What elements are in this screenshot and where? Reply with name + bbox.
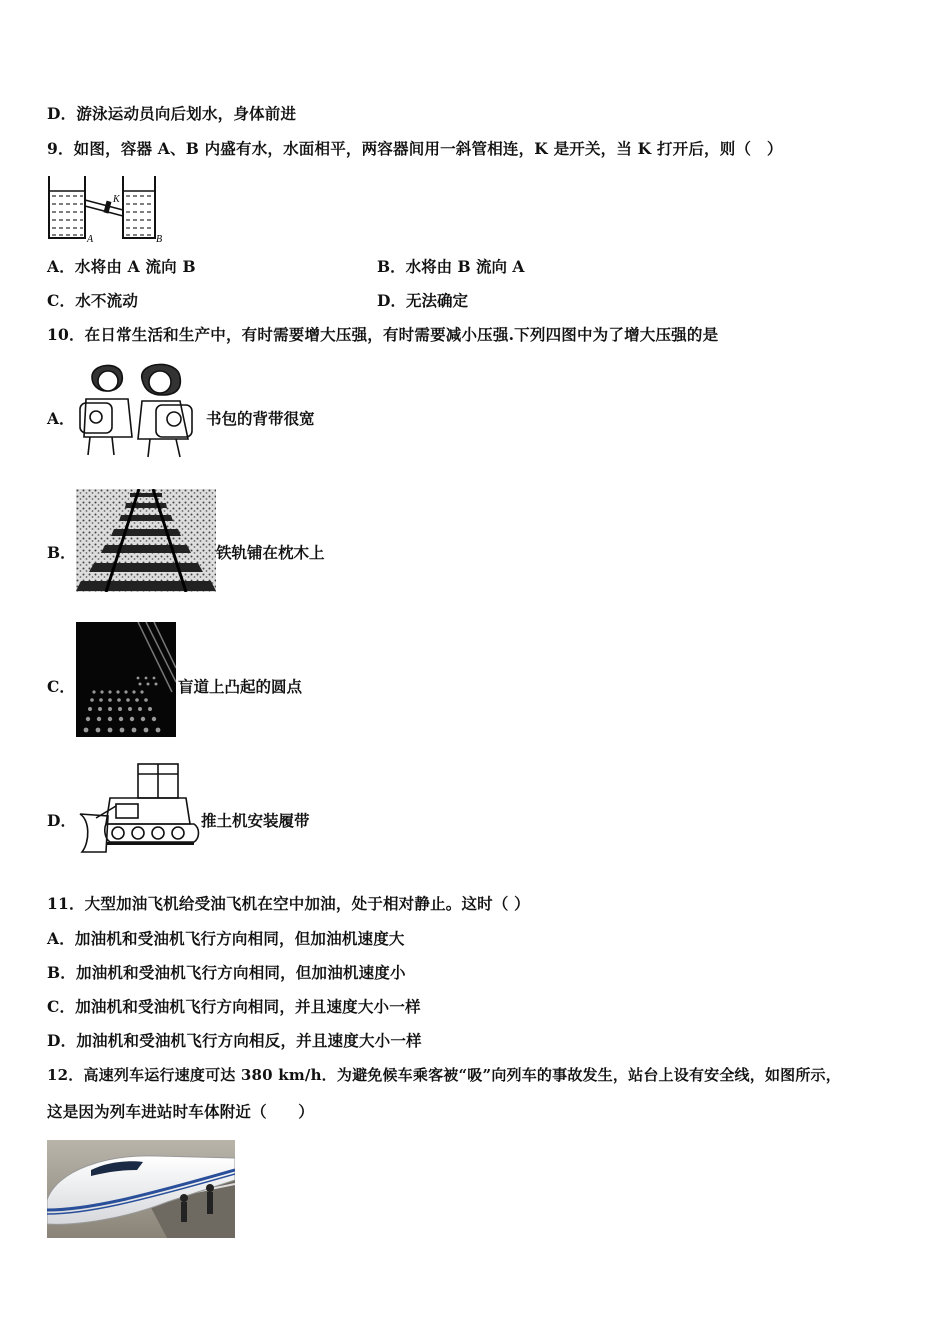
q10-option-c-figure: [76, 622, 176, 737]
q12-stem-line-1: 12．高速列车运行速度可达 380 km/h．为避免候车乘客被“吸”向列车的事故发生，站台上设有安全线，如图所示，: [47, 1066, 841, 1084]
q9-containers-figure: [45, 172, 165, 244]
q8-option-d: D．游泳运动员向后划水，身体前进: [47, 104, 297, 123]
q12-train-figure: [47, 1140, 235, 1238]
q10-option-c-caption: 盲道上凸起的圆点: [178, 677, 303, 696]
q9-option-d: D．无法确定: [377, 291, 468, 310]
q9-stem: 9．如图，容器 A、B 内盛有水，水面相平，两容器间用一斜管相连，K 是开关，当 K 打开后，则（ ）: [47, 139, 783, 158]
railway-track-icon: [76, 489, 216, 592]
connected-containers-icon: [45, 172, 165, 244]
q11-option-c: C．加油机和受油机飞行方向相同，并且速度大小一样: [47, 997, 421, 1016]
q10-option-d-caption: 推土机安装履带: [201, 811, 310, 830]
q10-option-d-label: D．: [47, 811, 76, 830]
backpack-kids-icon: [72, 355, 207, 460]
q9-option-b: B．水将由 B 流向 A: [377, 257, 525, 276]
q11-stem: 11．大型加油飞机给受油飞机在空中加油，处于相对静止。这时（ ）: [47, 894, 530, 913]
q11-option-d: D．加油机和受油机飞行方向相反，并且速度大小一样: [47, 1031, 422, 1050]
q9-label-b: B: [156, 234, 163, 244]
q10-option-b-label: B．: [47, 543, 76, 562]
q10-stem: 10．在日常生活和生产中，有时需要增大压强，有时需要减小压强.下列四图中为了增大压强的是: [47, 325, 719, 344]
q11-option-b: B．加油机和受油机飞行方向相同，但加油机速度小: [47, 963, 406, 982]
q10-option-b-figure: [76, 489, 216, 592]
bulldozer-icon: [76, 758, 201, 858]
q9-option-a: A．水将由 A 流向 B: [47, 257, 196, 276]
q9-label-a: A: [87, 234, 94, 244]
q10-option-c-label: C．: [47, 677, 75, 696]
q9-option-c: C．水不流动: [47, 291, 139, 310]
q10-option-a-label: A．: [47, 409, 75, 428]
high-speed-train-icon: [47, 1140, 235, 1238]
q10-option-d-figure: [76, 758, 201, 858]
q11-option-a: A．加油机和受油机飞行方向相同，但加油机速度大: [47, 929, 405, 948]
tactile-paving-icon: [76, 622, 176, 737]
q9-label-k: K: [113, 194, 120, 205]
q10-option-b-caption: 铁轨铺在枕木上: [216, 543, 325, 562]
q10-option-a-figure: [72, 355, 207, 460]
q12-stem-line-2: 这是因为列车进站时车体附近（ ）: [47, 1102, 314, 1121]
q10-option-a-caption: 书包的背带很宽: [206, 409, 315, 428]
